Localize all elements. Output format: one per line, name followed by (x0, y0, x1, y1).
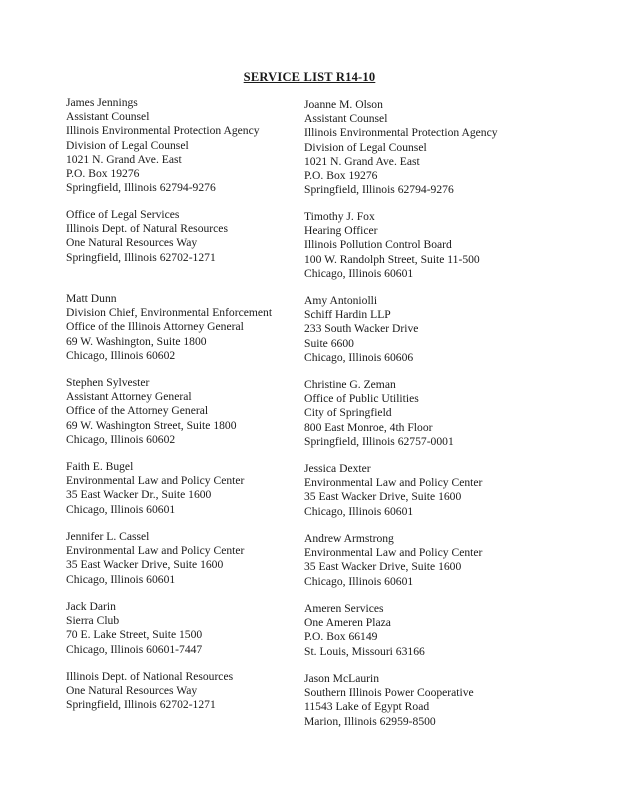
entry-line: Chicago, Illinois 60601-7447 (66, 642, 203, 656)
entry-line: City of Springfield (304, 406, 392, 420)
service-entry (66, 670, 233, 713)
entry-line: 69 W. Washington, Suite 1800 (66, 334, 207, 348)
service-entry (304, 378, 454, 449)
entry-line: Jennifer L. Cassel (66, 530, 150, 543)
service-entry (304, 462, 482, 519)
entry-line: Springfield, Illinois 62702-1271 (66, 698, 216, 712)
entry-line: Assistant Counsel (66, 110, 150, 124)
entry-line: Division Chief, Environmental Enforcement (66, 306, 273, 320)
entry-line: Division of Legal Counsel (304, 140, 427, 154)
entry-line: Southern Illinois Power Cooperative (304, 686, 474, 700)
service-entry (304, 294, 418, 365)
entry-line: 233 South Wacker Drive (304, 322, 419, 336)
entry-line: P.O. Box 66149 (304, 630, 378, 644)
entry-line: P.O. Box 19276 (304, 169, 378, 183)
service-entry (304, 98, 498, 197)
entry-line: Jason McLaurin (304, 672, 380, 685)
entry-line: Chicago, Illinois 60601 (66, 502, 176, 516)
service-entry (66, 530, 244, 587)
entry-line: Illinois Environmental Protection Agency (66, 124, 260, 138)
entry-line: Timothy J. Fox (304, 210, 375, 223)
service-entry (66, 460, 244, 517)
entry-line: Chicago, Illinois 60601 (304, 574, 414, 588)
entry-line: Environmental Law and Policy Center (304, 476, 483, 490)
entry-line: 35 East Wacker Drive, Suite 1600 (66, 558, 224, 572)
entry-line: Springfield, Illinois 62702-1271 (66, 250, 216, 264)
entry-line: 35 East Wacker Drive, Suite 1600 (304, 490, 462, 504)
entry-line: Office of the Attorney General (66, 404, 209, 418)
entry-line: 11543 Lake of Egypt Road (304, 700, 430, 714)
entry-line: Chicago, Illinois 60601 (304, 266, 414, 280)
entry-line: Matt Dunn (66, 292, 117, 305)
service-entry (304, 602, 425, 659)
entry-line: Division of Legal Counsel (66, 138, 189, 152)
entry-line: Springfield, Illinois 62757-0001 (304, 434, 454, 448)
entry-line: 70 E. Lake Street, Suite 1500 (66, 628, 203, 642)
entry-line: P.O. Box 19276 (66, 167, 140, 181)
entry-line: Chicago, Illinois 60601 (304, 504, 414, 518)
entry-line: Office of the Illinois Attorney General (66, 320, 244, 334)
entry-line: Springfield, Illinois 62794-9276 (304, 183, 454, 197)
entry-line: Environmental Law and Policy Center (66, 544, 245, 558)
entry-line: Christine G. Zeman (304, 378, 396, 391)
entry-line: One Natural Resources Way (66, 236, 198, 250)
service-entry (66, 96, 260, 195)
entry-line: St. Louis, Missouri 63166 (304, 644, 425, 658)
entry-line: Jack Darin (66, 600, 116, 613)
entry-line: Office of Public Utilities (304, 392, 419, 406)
entry-line: Jessica Dexter (304, 462, 371, 475)
entry-line: Illinois Environmental Protection Agency (304, 126, 498, 140)
entry-line: 800 East Monroe, 4th Floor (304, 420, 433, 434)
entry-line: Environmental Law and Policy Center (304, 546, 483, 560)
entry-line: 1021 N. Grand Ave. East (304, 154, 420, 168)
entry-line: Suite 6600 (304, 336, 354, 350)
entry-line: 35 East Wacker Drive, Suite 1600 (304, 560, 462, 574)
entry-line: Chicago, Illinois 60602 (66, 348, 176, 362)
entry-line: One Natural Resources Way (66, 684, 198, 698)
entry-line: Schiff Hardin LLP (304, 308, 391, 322)
entry-line: 69 W. Washington Street, Suite 1800 (66, 418, 237, 432)
service-entry (66, 376, 237, 447)
page-title: SERVICE LIST R14-10 (243, 70, 376, 84)
entry-line: 1021 N. Grand Ave. East (66, 152, 182, 166)
entry-line: One Ameren Plaza (304, 616, 391, 630)
entry-line: Illinois Dept. of Natural Resources (66, 222, 228, 236)
entry-line: Illinois Pollution Control Board (304, 238, 452, 252)
entry-line: Sierra Club (66, 614, 120, 628)
service-entry (304, 532, 482, 589)
entry-line: Office of Legal Services (66, 208, 180, 221)
entry-line: Environmental Law and Policy Center (66, 474, 245, 488)
entry-line: Assistant Attorney General (66, 390, 192, 404)
entry-line: Andrew Armstrong (304, 532, 394, 545)
entry-line: Chicago, Illinois 60606 (304, 350, 414, 364)
entry-line: Chicago, Illinois 60601 (66, 572, 176, 586)
entry-line: Springfield, Illinois 62794-9276 (66, 181, 216, 195)
service-entry (304, 672, 474, 729)
entry-line: Joanne M. Olson (304, 98, 383, 111)
entry-line: James Jennings (66, 96, 138, 109)
entry-line: Ameren Services (304, 602, 384, 615)
entry-line: Amy Antoniolli (304, 294, 378, 307)
entry-line: 35 East Wacker Dr., Suite 1600 (66, 488, 212, 502)
entry-line: Illinois Dept. of National Resources (66, 670, 234, 683)
entry-line: Stephen Sylvester (66, 376, 150, 389)
service-entry (66, 208, 228, 265)
entry-line: Hearing Officer (304, 224, 378, 238)
entry-line: Faith E. Bugel (66, 460, 134, 473)
entry-line: Assistant Counsel (304, 112, 388, 126)
entry-line: Chicago, Illinois 60602 (66, 432, 176, 446)
entry-line: 100 W. Randolph Street, Suite 11-500 (304, 252, 480, 266)
service-entry (66, 600, 202, 657)
service-entry (304, 210, 480, 281)
entry-line: Marion, Illinois 62959-8500 (304, 714, 436, 728)
service-entry (66, 292, 272, 363)
